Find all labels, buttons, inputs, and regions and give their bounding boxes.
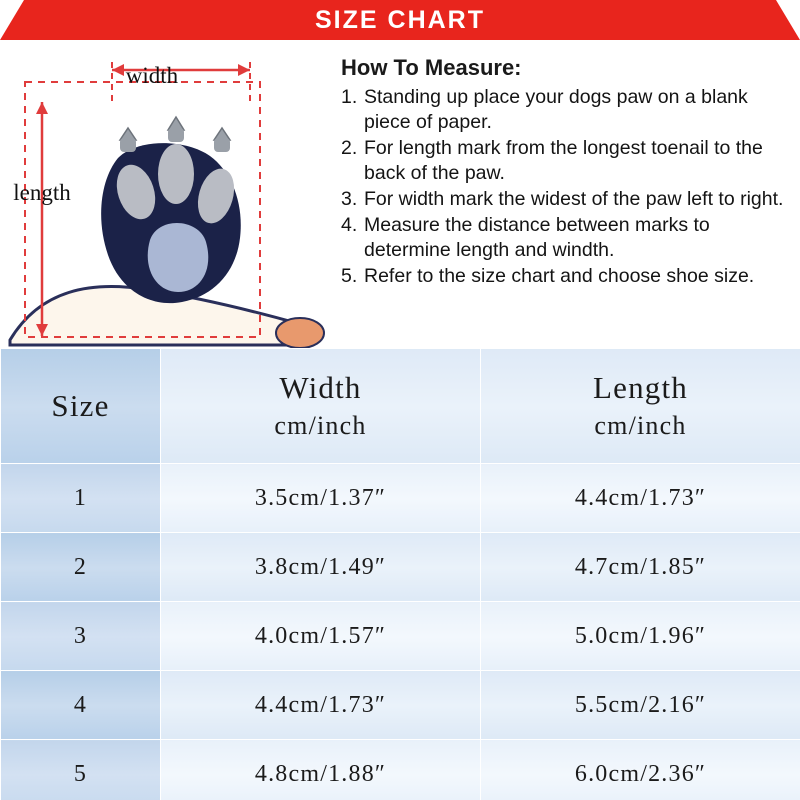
cell-length: 5.5cm/2.16″ [481, 671, 800, 740]
how-to-measure-section [341, 55, 793, 290]
paw-illustration [0, 40, 330, 350]
step-text: Refer to the size chart and choose shoe size. [364, 265, 755, 287]
step-text: For width mark the widest of the paw left to right. [364, 188, 784, 210]
step-text: Measure the distance between marks to determine length and windth. [364, 214, 710, 261]
cell-width: 3.5cm/1.37″ [161, 464, 481, 533]
list-item [341, 213, 793, 263]
step-number: 4. [341, 214, 358, 236]
banner-corner-left [0, 0, 24, 40]
cell-size: 1 [1, 464, 161, 533]
cell-width: 4.4cm/1.73″ [161, 671, 481, 740]
column-header-width-main: Width [279, 370, 362, 405]
table-row [1, 533, 800, 602]
column-header-size: Size [1, 349, 161, 464]
step-number: 2. [341, 137, 358, 159]
cell-width: 4.8cm/1.88″ [161, 740, 481, 800]
cell-length: 5.0cm/1.96″ [481, 602, 800, 671]
list-item [341, 136, 793, 186]
how-to-measure-steps [341, 85, 793, 289]
column-header-width [161, 349, 481, 464]
cell-size: 3 [1, 602, 161, 671]
cell-size: 5 [1, 740, 161, 800]
page-title: SIZE CHART [315, 5, 485, 34]
table-row [1, 464, 800, 533]
svg-text:width: width [125, 63, 179, 89]
step-number: 5. [341, 265, 358, 287]
list-item [341, 85, 793, 135]
cell-length: 4.4cm/1.73″ [481, 464, 800, 533]
list-item [341, 264, 793, 289]
cell-width: 3.8cm/1.49″ [161, 533, 481, 602]
svg-text:length: length [13, 180, 71, 206]
column-header-width-sub: cm/inch [274, 411, 367, 440]
list-item [341, 187, 793, 212]
column-header-length [481, 349, 800, 464]
table-header-row [1, 349, 800, 464]
how-to-measure-title: How To Measure: [341, 55, 522, 80]
column-header-length-main: Length [592, 370, 688, 405]
step-text: Standing up place your dogs paw on a blank piece of paper. [364, 86, 748, 133]
header-banner [0, 0, 800, 40]
banner-corner-right [776, 0, 800, 40]
column-header-length-sub: cm/inch [594, 411, 687, 440]
size-chart-table [0, 348, 800, 800]
step-text: For length mark from the longest toenail to the back of the paw. [364, 137, 763, 184]
table-row [1, 671, 800, 740]
cell-size: 4 [1, 671, 161, 740]
table-row [1, 740, 800, 800]
step-number: 3. [341, 188, 358, 210]
table-row [1, 602, 800, 671]
cell-size: 2 [1, 533, 161, 602]
cell-length: 6.0cm/2.36″ [481, 740, 800, 800]
cell-width: 4.0cm/1.57″ [161, 602, 481, 671]
cell-length: 4.7cm/1.85″ [481, 533, 800, 602]
step-number: 1. [341, 86, 358, 108]
